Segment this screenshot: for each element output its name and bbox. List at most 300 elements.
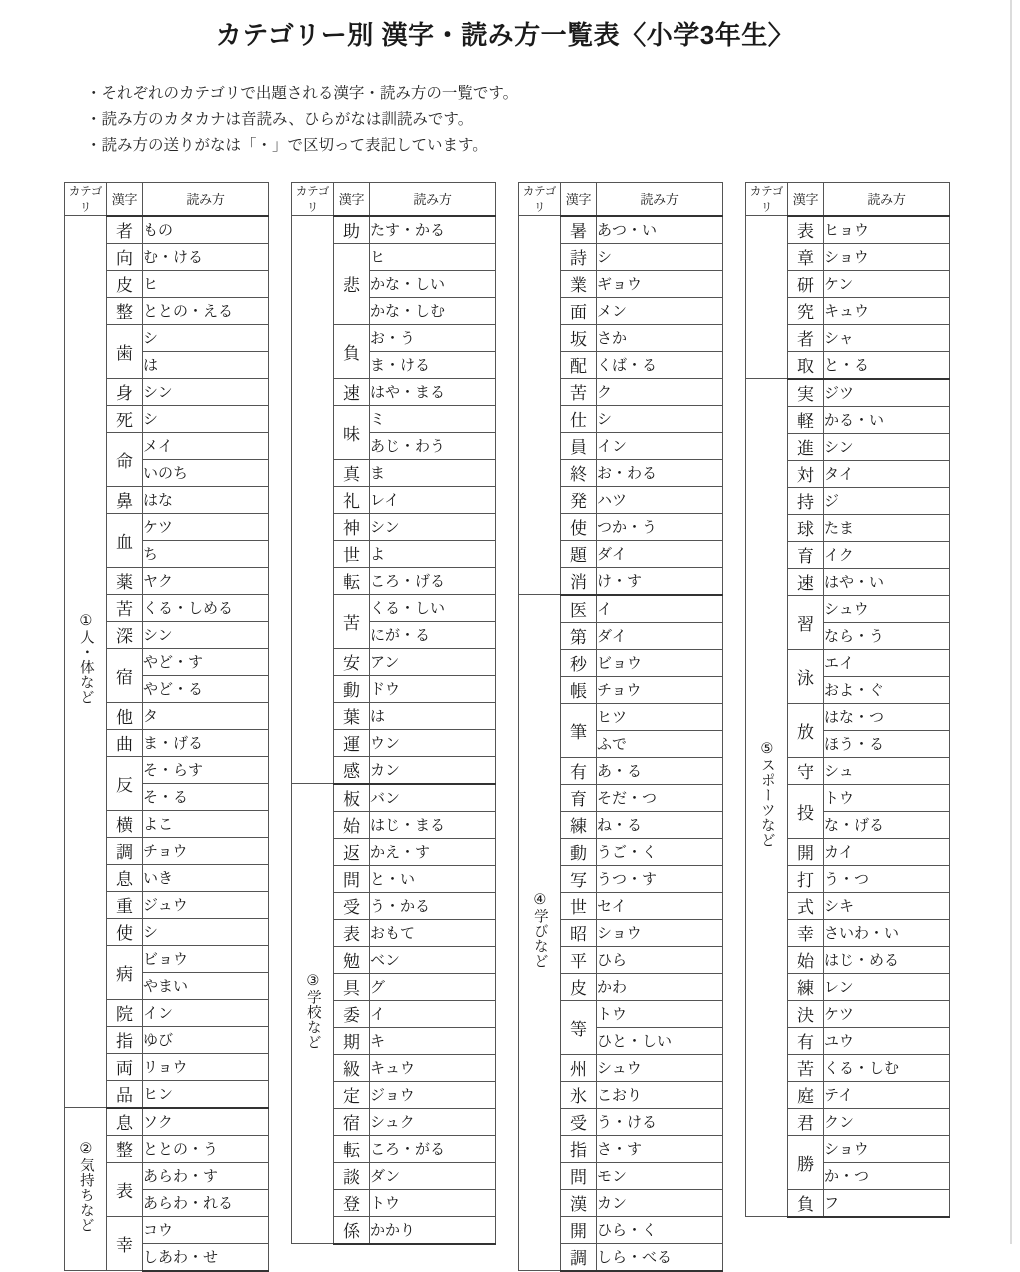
- kanji-cell: 安: [334, 648, 370, 675]
- reading-cell: ひと・しい: [597, 1027, 723, 1054]
- column-header-reading: 読み方: [370, 183, 496, 216]
- reading-cell: コウ: [143, 1216, 269, 1243]
- reading-cell: ととの・う: [143, 1135, 269, 1162]
- kanji-cell: 真: [334, 459, 370, 486]
- kanji-cell: 漢: [561, 1189, 597, 1216]
- reading-cell: かな・しむ: [370, 297, 496, 324]
- reading-cell: ビョウ: [597, 649, 723, 676]
- kanji-cell: 調: [107, 837, 143, 864]
- reading-cell: ケン: [824, 270, 950, 297]
- reading-cell: ふで: [597, 730, 723, 757]
- reading-cell: と・い: [370, 865, 496, 892]
- reading-cell: シュ: [824, 757, 950, 784]
- reading-cell: ユウ: [824, 1027, 950, 1054]
- reading-cell: リョウ: [143, 1053, 269, 1080]
- reading-cell: イ: [597, 595, 723, 623]
- kanji-cell: 練: [788, 973, 824, 1000]
- reading-cell: レイ: [370, 486, 496, 513]
- kanji-cell: 投: [788, 784, 824, 838]
- reading-cell: よ: [370, 540, 496, 567]
- reading-cell: イン: [143, 999, 269, 1026]
- reading-cell: トウ: [370, 1189, 496, 1216]
- kanji-cell: 取: [788, 351, 824, 379]
- kanji-cell: 速: [334, 378, 370, 405]
- kanji-cell: 転: [334, 1135, 370, 1162]
- kanji-cell: 病: [107, 945, 143, 999]
- category-cell: [519, 216, 561, 595]
- table-row: [292, 784, 496, 812]
- reading-cell: カイ: [824, 838, 950, 865]
- table-row: [519, 216, 723, 244]
- kanji-cell: 式: [788, 892, 824, 919]
- kanji-cell: 勉: [334, 946, 370, 973]
- reading-cell: たま: [824, 514, 950, 541]
- reading-cell: は: [370, 702, 496, 729]
- reading-cell: ショウ: [824, 243, 950, 270]
- reading-cell: ドウ: [370, 675, 496, 702]
- kanji-cell: 悲: [334, 243, 370, 324]
- kanji-cell: 係: [334, 1216, 370, 1244]
- kanji-cell: 氷: [561, 1081, 597, 1108]
- kanji-cell: 期: [334, 1027, 370, 1054]
- reading-cell: カン: [597, 1189, 723, 1216]
- reading-cell: ヒ: [143, 270, 269, 297]
- reading-cell: ケツ: [824, 1000, 950, 1027]
- kanji-cell: 指: [107, 1026, 143, 1053]
- reading-cell: ベン: [370, 946, 496, 973]
- reading-cell: ち: [143, 540, 269, 567]
- reading-cell: セイ: [597, 892, 723, 919]
- reading-cell: そ・らす: [143, 756, 269, 783]
- kanji-cell: 坂: [561, 324, 597, 351]
- kanji-cell: 秒: [561, 649, 597, 676]
- reading-cell: あらわ・す: [143, 1162, 269, 1189]
- kanji-cell: 進: [788, 433, 824, 460]
- reading-cell: シ: [143, 324, 269, 351]
- reading-cell: ほう・る: [824, 730, 950, 757]
- reading-cell: ヒツ: [597, 703, 723, 730]
- reading-cell: か・つ: [824, 1162, 950, 1189]
- column-header-category: カテゴリ: [746, 183, 788, 216]
- kanji-cell: 者: [788, 324, 824, 351]
- column-header-kanji: 漢字: [334, 183, 370, 216]
- kanji-cell: 受: [561, 1108, 597, 1135]
- table-row: [65, 1108, 269, 1136]
- kanji-cell: 苦: [788, 1054, 824, 1081]
- reading-cell: シン: [370, 513, 496, 540]
- kanji-cell: 表: [788, 216, 824, 244]
- reading-cell: くる・しめる: [143, 594, 269, 621]
- table-header-row: [746, 183, 950, 216]
- kanji-cell: 軽: [788, 406, 824, 433]
- kanji-cell: 庭: [788, 1081, 824, 1108]
- kanji-cell: 負: [788, 1189, 824, 1217]
- reading-cell: はな: [143, 486, 269, 513]
- kanji-cell: 幸: [788, 919, 824, 946]
- kanji-cell: 指: [561, 1135, 597, 1162]
- kanji-cell: 開: [561, 1216, 597, 1243]
- category-label: ③学校など: [304, 972, 321, 1050]
- reading-cell: モン: [597, 1162, 723, 1189]
- kanji-cell: 筆: [561, 703, 597, 757]
- kanji-table-columns: [0, 182, 1012, 1272]
- reading-cell: シュウ: [597, 1054, 723, 1081]
- reading-cell: はじ・める: [824, 946, 950, 973]
- kanji-cell: 整: [107, 1135, 143, 1162]
- category-label: ①人・体など: [77, 613, 94, 705]
- reading-cell: はや・い: [824, 568, 950, 595]
- kanji-cell: 反: [107, 756, 143, 810]
- reading-cell: シ: [597, 405, 723, 432]
- reading-cell: こおり: [597, 1081, 723, 1108]
- kanji-cell: 速: [788, 568, 824, 595]
- reading-cell: シャ: [824, 324, 950, 351]
- reading-cell: む・ける: [143, 243, 269, 270]
- kanji-cell: 皮: [561, 973, 597, 1000]
- kanji-cell: 守: [788, 757, 824, 784]
- reading-cell: シ: [143, 405, 269, 432]
- reading-cell: かわ: [597, 973, 723, 1000]
- kanji-cell: 帳: [561, 676, 597, 703]
- kanji-cell: 受: [334, 892, 370, 919]
- reading-cell: ひら: [597, 946, 723, 973]
- kanji-cell: 平: [561, 946, 597, 973]
- reading-cell: ととの・える: [143, 297, 269, 324]
- kanji-cell: 医: [561, 595, 597, 623]
- reading-cell: ゆび: [143, 1026, 269, 1053]
- note-item: ・読み方のカタカナは音読み、ひらがなは訓読みです。: [86, 111, 474, 128]
- reading-cell: う・つ: [824, 865, 950, 892]
- column-header-kanji: 漢字: [561, 183, 597, 216]
- kanji-table: [291, 182, 496, 1245]
- reading-cell: ね・る: [597, 811, 723, 838]
- kanji-cell: 委: [334, 1000, 370, 1027]
- reading-cell: ソク: [143, 1108, 269, 1136]
- reading-cell: ヤク: [143, 567, 269, 594]
- kanji-cell: 消: [561, 567, 597, 595]
- kanji-cell: 等: [561, 1000, 597, 1054]
- reading-cell: トウ: [597, 1000, 723, 1027]
- reading-cell: いき: [143, 864, 269, 891]
- column-header-category: カテゴリ: [65, 183, 107, 216]
- kanji-cell: 院: [107, 999, 143, 1026]
- kanji-cell: 苦: [334, 594, 370, 648]
- reading-cell: イク: [824, 541, 950, 568]
- column-header-reading: 読み方: [597, 183, 723, 216]
- kanji-cell: 決: [788, 1000, 824, 1027]
- kanji-cell: 命: [107, 432, 143, 486]
- reading-cell: はや・まる: [370, 378, 496, 405]
- kanji-cell: 発: [561, 486, 597, 513]
- reading-cell: うつ・す: [597, 865, 723, 892]
- kanji-cell: 礼: [334, 486, 370, 513]
- kanji-column: [745, 182, 950, 1272]
- reading-cell: ヒ: [370, 243, 496, 270]
- kanji-cell: 登: [334, 1189, 370, 1216]
- kanji-cell: 詩: [561, 243, 597, 270]
- kanji-cell: 勝: [788, 1135, 824, 1189]
- kanji-cell: 助: [334, 216, 370, 244]
- kanji-cell: 世: [561, 892, 597, 919]
- reading-cell: カン: [370, 756, 496, 784]
- reading-cell: あ・る: [597, 757, 723, 784]
- reading-cell: くる・しい: [370, 594, 496, 621]
- kanji-cell: 開: [788, 838, 824, 865]
- reading-cell: フ: [824, 1189, 950, 1217]
- kanji-cell: 向: [107, 243, 143, 270]
- kanji-cell: 章: [788, 243, 824, 270]
- kanji-cell: 球: [788, 514, 824, 541]
- kanji-cell: 幸: [107, 1216, 143, 1271]
- reading-cell: チョウ: [597, 676, 723, 703]
- kanji-cell: 死: [107, 405, 143, 432]
- kanji-cell: 具: [334, 973, 370, 1000]
- kanji-cell: 動: [334, 675, 370, 702]
- kanji-table: [518, 182, 723, 1272]
- reading-cell: シ: [143, 918, 269, 945]
- reading-cell: やど・る: [143, 675, 269, 702]
- kanji-cell: 運: [334, 729, 370, 756]
- kanji-cell: 板: [334, 784, 370, 812]
- reading-cell: メイ: [143, 432, 269, 459]
- reading-cell: ウン: [370, 729, 496, 756]
- kanji-cell: 使: [107, 918, 143, 945]
- reading-cell: トウ: [824, 784, 950, 811]
- kanji-cell: 動: [561, 838, 597, 865]
- reading-cell: ジュウ: [143, 891, 269, 918]
- reading-cell: くる・しむ: [824, 1054, 950, 1081]
- kanji-cell: 君: [788, 1108, 824, 1135]
- kanji-cell: 暑: [561, 216, 597, 244]
- reading-cell: イ: [370, 1000, 496, 1027]
- reading-cell: グ: [370, 973, 496, 1000]
- kanji-cell: 世: [334, 540, 370, 567]
- kanji-cell: 員: [561, 432, 597, 459]
- reading-cell: ま・げる: [143, 729, 269, 756]
- kanji-table: [64, 182, 269, 1272]
- reading-cell: あらわ・れる: [143, 1189, 269, 1216]
- reading-cell: クン: [824, 1108, 950, 1135]
- kanji-cell: 究: [788, 297, 824, 324]
- reading-cell: およ・ぐ: [824, 676, 950, 703]
- reading-cell: チョウ: [143, 837, 269, 864]
- reading-cell: シ: [597, 243, 723, 270]
- category-cell: [746, 379, 788, 1217]
- reading-cell: つか・う: [597, 513, 723, 540]
- kanji-cell: 負: [334, 324, 370, 378]
- note-item: ・読み方の送りがなは「・」で区切って表記しています。: [86, 137, 488, 154]
- category-label: ⑤スポーツなど: [758, 741, 775, 849]
- kanji-cell: 血: [107, 513, 143, 567]
- kanji-cell: 談: [334, 1162, 370, 1189]
- kanji-cell: 仕: [561, 405, 597, 432]
- reading-cell: シン: [143, 378, 269, 405]
- table-header-row: [65, 183, 269, 216]
- reading-cell: ビョウ: [143, 945, 269, 972]
- kanji-cell: 面: [561, 297, 597, 324]
- kanji-cell: 品: [107, 1080, 143, 1108]
- reading-cell: キ: [370, 1027, 496, 1054]
- reading-cell: さいわ・い: [824, 919, 950, 946]
- kanji-cell: 曲: [107, 729, 143, 756]
- kanji-cell: 対: [788, 460, 824, 487]
- reading-cell: シン: [824, 433, 950, 460]
- kanji-cell: 配: [561, 351, 597, 378]
- column-header-reading: 読み方: [143, 183, 269, 216]
- kanji-column: [64, 182, 269, 1272]
- kanji-cell: 有: [561, 757, 597, 784]
- reading-cell: う・かる: [370, 892, 496, 919]
- kanji-cell: 葉: [334, 702, 370, 729]
- reading-cell: タイ: [824, 460, 950, 487]
- reading-cell: よこ: [143, 810, 269, 837]
- table-row: [746, 216, 950, 244]
- reading-cell: ケツ: [143, 513, 269, 540]
- table-row: [746, 379, 950, 407]
- kanji-cell: 転: [334, 567, 370, 594]
- kanji-cell: 表: [107, 1162, 143, 1216]
- reading-cell: ショウ: [597, 919, 723, 946]
- category-cell: [292, 784, 334, 1244]
- kanji-cell: 苦: [561, 378, 597, 405]
- reading-cell: キュウ: [370, 1054, 496, 1081]
- kanji-cell: 放: [788, 703, 824, 757]
- reading-cell: タ: [143, 702, 269, 729]
- kanji-cell: 打: [788, 865, 824, 892]
- kanji-cell: 宿: [334, 1108, 370, 1135]
- kanji-cell: 州: [561, 1054, 597, 1081]
- column-header-category: カテゴリ: [519, 183, 561, 216]
- kanji-cell: 昭: [561, 919, 597, 946]
- kanji-cell: 返: [334, 838, 370, 865]
- reading-cell: しあわ・せ: [143, 1243, 269, 1271]
- reading-cell: ジ: [824, 487, 950, 514]
- kanji-cell: 育: [788, 541, 824, 568]
- kanji-column: [518, 182, 723, 1272]
- kanji-cell: 深: [107, 621, 143, 648]
- reading-cell: ミ: [370, 405, 496, 432]
- kanji-cell: 実: [788, 379, 824, 407]
- reading-cell: な・げる: [824, 811, 950, 838]
- note-item: ・それぞれのカテゴリで出題される漢字・読み方の一覧です。: [86, 85, 519, 102]
- reading-cell: もの: [143, 216, 269, 244]
- kanji-cell: 者: [107, 216, 143, 244]
- category-label: ④学びなど: [531, 891, 548, 969]
- reading-cell: やまい: [143, 972, 269, 999]
- reading-cell: にが・る: [370, 621, 496, 648]
- kanji-cell: 題: [561, 540, 597, 567]
- reading-cell: シキ: [824, 892, 950, 919]
- reading-cell: と・る: [824, 351, 950, 379]
- reading-cell: なら・う: [824, 622, 950, 649]
- kanji-cell: 級: [334, 1054, 370, 1081]
- table-header-row: [519, 183, 723, 216]
- kanji-cell: 感: [334, 756, 370, 784]
- reading-cell: そだ・つ: [597, 784, 723, 811]
- reading-cell: くば・る: [597, 351, 723, 378]
- reading-cell: ま: [370, 459, 496, 486]
- kanji-table: [745, 182, 950, 1218]
- kanji-column: [291, 182, 496, 1272]
- column-header-kanji: 漢字: [107, 183, 143, 216]
- reading-cell: さか: [597, 324, 723, 351]
- kanji-cell: 両: [107, 1053, 143, 1080]
- kanji-cell: 習: [788, 595, 824, 649]
- reading-cell: ひら・く: [597, 1216, 723, 1243]
- reading-cell: かな・しい: [370, 270, 496, 297]
- table-header-row: [292, 183, 496, 216]
- kanji-cell: 宿: [107, 648, 143, 702]
- reading-cell: テイ: [824, 1081, 950, 1108]
- kanji-cell: 皮: [107, 270, 143, 297]
- category-cell: [746, 216, 788, 379]
- kanji-cell: 写: [561, 865, 597, 892]
- reading-cell: う・ける: [597, 1108, 723, 1135]
- reading-cell: やど・す: [143, 648, 269, 675]
- kanji-cell: 有: [788, 1027, 824, 1054]
- reading-cell: おもて: [370, 919, 496, 946]
- reading-cell: は: [143, 351, 269, 378]
- reading-cell: お・う: [370, 324, 496, 351]
- reading-cell: ハツ: [597, 486, 723, 513]
- reading-cell: そ・る: [143, 783, 269, 810]
- reading-cell: はじ・まる: [370, 811, 496, 838]
- reading-cell: うご・く: [597, 838, 723, 865]
- reading-cell: ショウ: [824, 1135, 950, 1162]
- kanji-cell: 始: [334, 811, 370, 838]
- kanji-cell: 問: [561, 1162, 597, 1189]
- kanji-cell: 研: [788, 270, 824, 297]
- kanji-cell: 息: [107, 864, 143, 891]
- table-row: [519, 595, 723, 623]
- kanji-cell: 薬: [107, 567, 143, 594]
- reading-cell: しら・べる: [597, 1243, 723, 1271]
- reading-cell: あじ・わう: [370, 432, 496, 459]
- notes-list: [0, 52, 1010, 160]
- category-cell: [292, 216, 334, 784]
- reading-cell: アン: [370, 648, 496, 675]
- kanji-cell: 調: [561, 1243, 597, 1271]
- kanji-cell: 業: [561, 270, 597, 297]
- kanji-cell: 鼻: [107, 486, 143, 513]
- reading-cell: ク: [597, 378, 723, 405]
- reading-cell: かえ・す: [370, 838, 496, 865]
- kanji-cell: 表: [334, 919, 370, 946]
- kanji-cell: 定: [334, 1081, 370, 1108]
- reading-cell: ダン: [370, 1162, 496, 1189]
- table-row: [292, 216, 496, 244]
- column-header-reading: 読み方: [824, 183, 950, 216]
- reading-cell: かる・い: [824, 406, 950, 433]
- reading-cell: あつ・い: [597, 216, 723, 244]
- reading-cell: ころ・がる: [370, 1135, 496, 1162]
- reading-cell: け・す: [597, 567, 723, 595]
- reading-cell: メン: [597, 297, 723, 324]
- kanji-cell: 整: [107, 297, 143, 324]
- kanji-cell: 泳: [788, 649, 824, 703]
- reading-cell: かかり: [370, 1216, 496, 1244]
- kanji-cell: 始: [788, 946, 824, 973]
- kanji-cell: 苦: [107, 594, 143, 621]
- kanji-cell: 味: [334, 405, 370, 459]
- reading-cell: ダイ: [597, 622, 723, 649]
- reading-cell: さ・す: [597, 1135, 723, 1162]
- reading-cell: ギョウ: [597, 270, 723, 297]
- reading-cell: ジョウ: [370, 1081, 496, 1108]
- column-header-kanji: 漢字: [788, 183, 824, 216]
- reading-cell: シュウ: [824, 595, 950, 622]
- reading-cell: バン: [370, 784, 496, 812]
